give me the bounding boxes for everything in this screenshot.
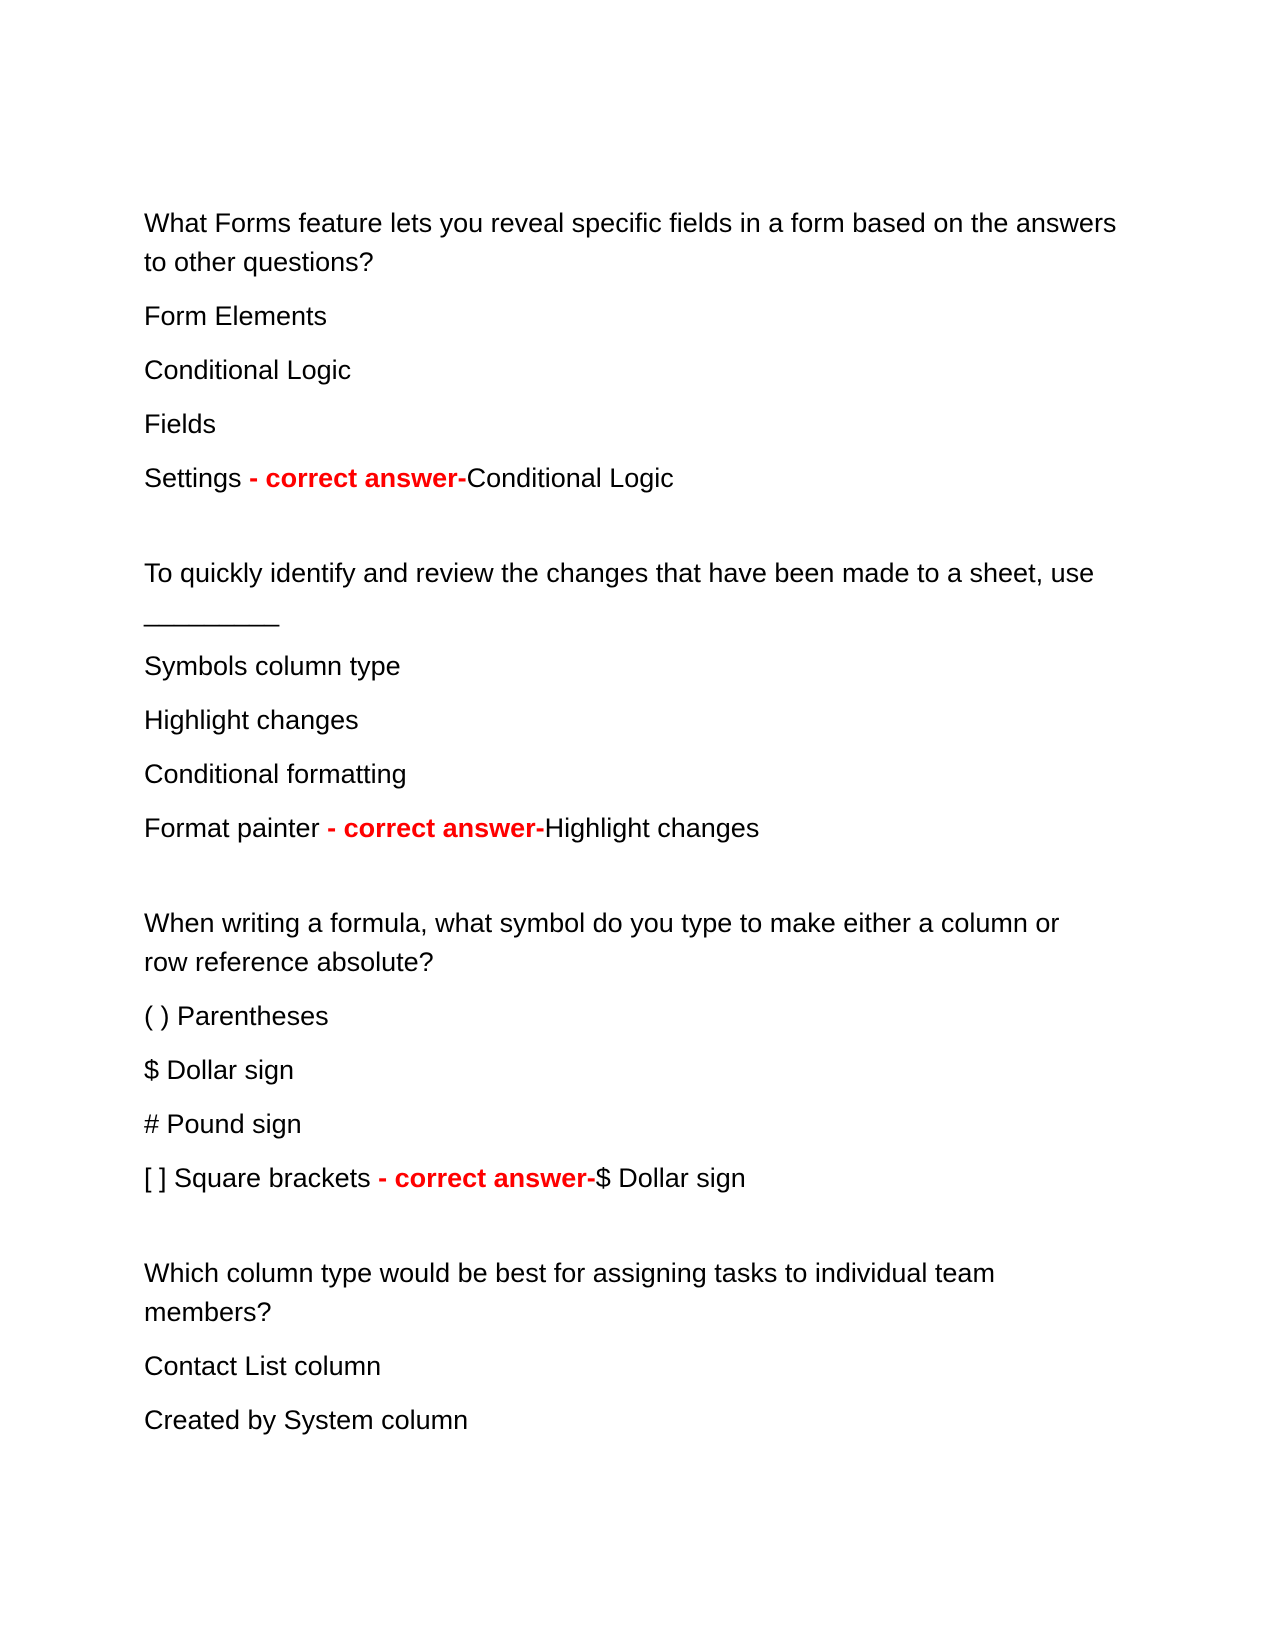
answer-text: Highlight changes	[544, 813, 760, 843]
question-line: What Forms feature lets you reveal specific fields in a form based on the answers	[144, 208, 1117, 238]
answer-line	[144, 809, 1165, 848]
option-text: Conditional Logic	[144, 355, 352, 385]
option-text: Contact List column	[144, 1351, 382, 1381]
question-line: members?	[144, 1297, 272, 1327]
question-line: row reference absolute?	[144, 947, 434, 977]
answer-line	[144, 1159, 1165, 1198]
option-text: Symbols column type	[144, 651, 401, 681]
option-text: ( ) Parentheses	[144, 1001, 329, 1031]
option-text: Created by System column	[144, 1405, 469, 1435]
question-text	[144, 554, 1165, 632]
correct-answer-marker: - correct answer-	[378, 1163, 596, 1193]
answer-option-text: Settings	[144, 463, 250, 493]
question-line: _________	[144, 597, 280, 627]
question-text	[144, 204, 1165, 282]
question-text	[144, 1254, 1165, 1332]
option-text: Highlight changes	[144, 705, 359, 735]
question-text	[144, 904, 1165, 982]
option-text: $ Dollar sign	[144, 1055, 295, 1085]
question-line: Which column type would be best for assigning tasks to individual team	[144, 1258, 995, 1288]
question-line: To quickly identify and review the changes that have been made to a sheet, use	[144, 558, 1095, 588]
answer-text: $ Dollar sign	[595, 1163, 746, 1193]
option-text: Form Elements	[144, 301, 328, 331]
question-line: to other questions?	[144, 247, 374, 277]
question-block	[144, 1254, 1165, 1440]
option-text: # Pound sign	[144, 1109, 302, 1139]
question-block	[144, 904, 1165, 1198]
option-text: Conditional formatting	[144, 759, 407, 789]
answer-option-text: [ ] Square brackets	[144, 1163, 379, 1193]
answer-option-text: Format painter	[144, 813, 328, 843]
question-block	[144, 204, 1165, 498]
correct-answer-marker: - correct answer-	[327, 813, 545, 843]
answer-text: Conditional Logic	[466, 463, 674, 493]
answer-line	[144, 459, 1165, 498]
correct-answer-marker: - correct answer-	[249, 463, 467, 493]
question-block	[144, 554, 1165, 848]
option-text: Fields	[144, 409, 217, 439]
question-line: When writing a formula, what symbol do you type to make either a column or	[144, 908, 1060, 938]
